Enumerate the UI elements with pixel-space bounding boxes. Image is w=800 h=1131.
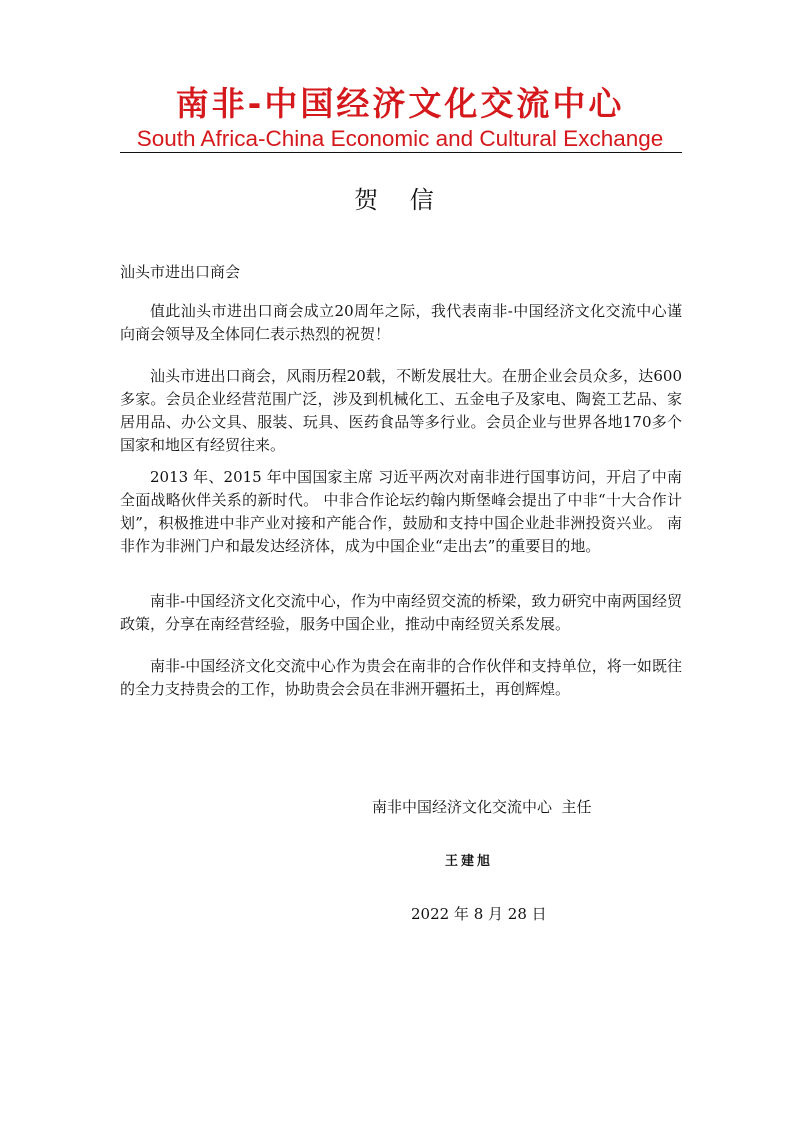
signature-date: 2022 年 8 月 28 日	[411, 905, 547, 923]
letterhead-english-name: South Africa-China Economic and Cultural Exchange	[136, 126, 664, 151]
signature-name: 王建旭	[445, 854, 494, 869]
paragraph-1: 值此汕头市进出口商会成立20周年之际，我代表南非-中国经济文化交流中心谨向商会领导及全体同仁表示热烈的祝贺！	[120, 302, 682, 343]
paragraph-3: 2013 年、2015 年中国国家主席 习近平两次对南非进行国事访问，开启了中南全面战略伙伴关系的新时代。 中非合作论坛约翰内斯堡峰会提出了中非“十大合作计划”，积极推进中非产业对接和产能合作，鼓励和支持中国企业赴非洲投资兴业。 南非作为非洲门户和最发达经济体，成为中国企业“走出去”的重要目的地。	[120, 468, 682, 555]
paragraph-4: 南非-中国经济文化交流中心，作为中南经贸交流的桥梁，致力研究中南两国经贸政策，分享在南经营经验，服务中国企业，推动中南经贸关系发展。	[120, 592, 682, 633]
document-title: 贺 信	[354, 186, 446, 214]
salutation: 汕头市进出口商会	[120, 263, 241, 281]
letterhead-chinese-name: 南非-中国经济文化交流中心	[175, 84, 625, 123]
paragraph-5: 南非-中国经济文化交流中心作为贵会在南非的合作伙伴和支持单位，将一如既往的全力支持贵会的工作，协助贵会会员在非洲开疆拓土，再创辉煌。	[120, 657, 682, 698]
paragraph-2: 汕头市进出口商会，风雨历程20载，不断发展壮大。在册企业会员众多，达600 多家。会员企业经营范围广泛，涉及到机械化工、五金电子及家电、陶瓷工艺品、家居用品、办公文具、服装、玩具、医药食品等多行业。会员企业与世界各地170多个国家和地区有经贸往来。	[120, 367, 682, 454]
letterhead-divider	[120, 152, 682, 153]
signature-organization: 南非中国经济文化交流中心 主任	[372, 798, 592, 816]
